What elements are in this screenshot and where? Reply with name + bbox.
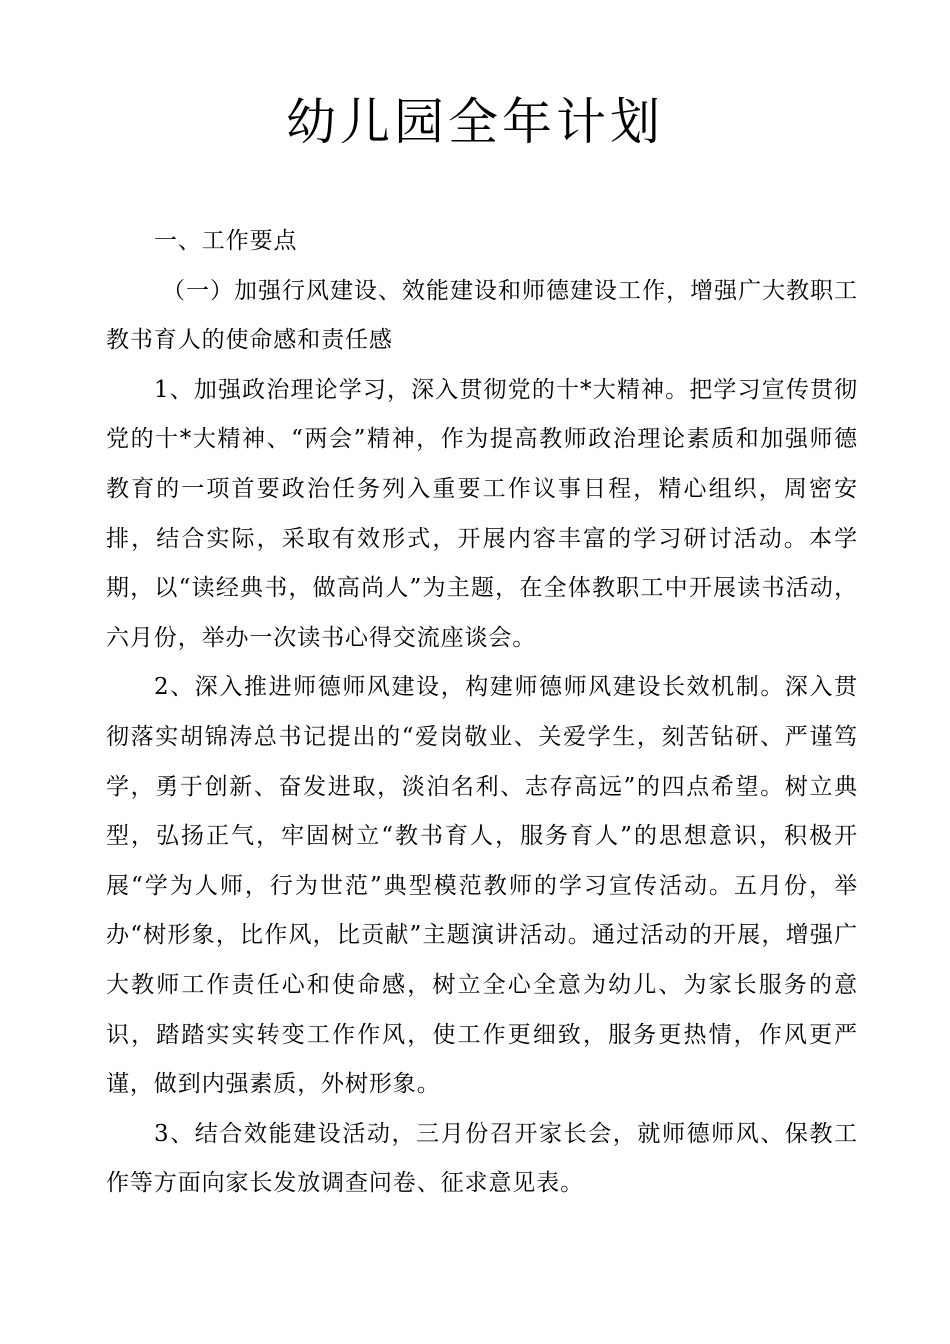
document-body (106, 217, 858, 1209)
subsection-heading: （一）加强行风建设、效能建设和师德建设工作，增强广大教职工教书育人的使命感和责任感 (106, 277, 858, 354)
section-heading: 一、工作要点 (154, 228, 298, 254)
document-title: 幼儿园全年计划 (286, 93, 664, 151)
paragraph-3: 3、结合效能建设活动，三月份召开家长会，就师德师风、保教工作等方面向家长发放调查问卷、征求意见表。 (106, 1120, 858, 1197)
paragraph-1: 1、加强政治理论学习，深入贯彻党的十*大精神。把学习宣传贯彻党的十*大精神、“两会”精神，作为提高教师政治理论素质和加强师德教育的一项首要政治任务列入重要工作议事日程，精心组织，周密安排，结合实际，采取有效形式，开展内容丰富的学习研讨活动。本学期，以“读经典书，做高尚人”为主题，在全体教职工中开展读书活动，六月份，举办一次读书心得交流座谈会。 (106, 376, 858, 651)
paragraph-2: 2、深入推进师德师风建设，构建师德师风建设长效机制。深入贯彻落实胡锦涛总书记提出的“爱岗敬业、关爱学生，刻苦钻研、严谨笃学，勇于创新、奋发进取，淡泊名利、志存高远”的四点希望。树立典型，弘扬正气，牢固树立“教书育人，服务育人”的思想意识，积极开展“学为人师，行为世范”典型模范教师的学习宣传活动。五月份，举办“树形象，比作风，比贡献”主题演讲活动。通过活动的开展，增强广大教师工作责任心和使命感，树立全心全意为幼儿、为家长服务的意识，踏踏实实转变工作作风，使工作更细致，服务更热情，作风更严谨，做到内强素质，外树形象。 (106, 674, 858, 1098)
